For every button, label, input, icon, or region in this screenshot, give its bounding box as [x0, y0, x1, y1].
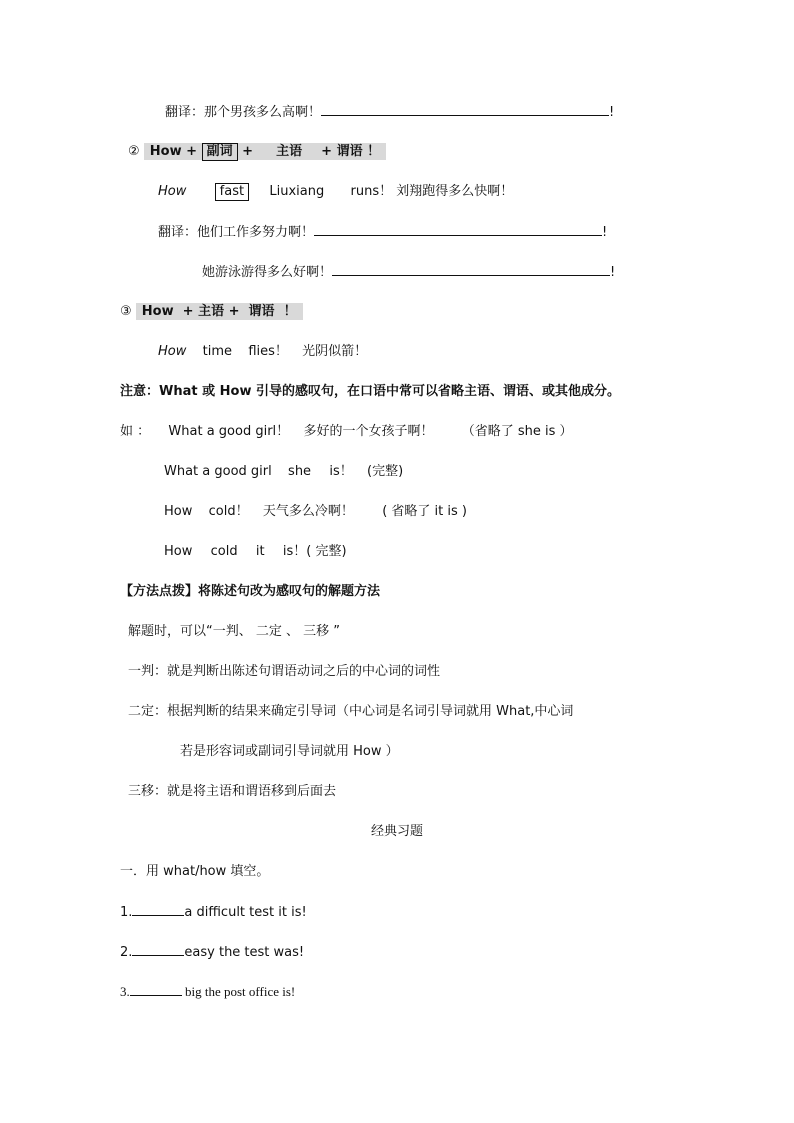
example-how: How	[158, 184, 187, 199]
question-text: easy the test was!	[184, 945, 305, 960]
pattern-2	[128, 142, 386, 162]
answer-blank[interactable]	[332, 262, 610, 276]
example-row-2	[164, 462, 403, 482]
formula-predicate: + 谓语 ！	[321, 144, 381, 159]
question-number: 1.	[120, 905, 133, 920]
method-step-2: 二定：根据判断的结果来确定引导词（中心词是名词引导词就用 What,中心词	[128, 704, 574, 719]
question-text: a difficult test it is!	[184, 905, 307, 920]
question-number: 2.	[120, 945, 133, 960]
intro-sentence: 那个男孩多么高啊！	[204, 105, 322, 120]
method-step-1: 一判：就是判断出陈述句谓语动词之后的中心词的词性	[128, 664, 441, 679]
intro-line	[165, 102, 614, 123]
exercise-question-1	[120, 902, 307, 923]
translate-line-1	[158, 222, 607, 243]
example-2	[158, 182, 513, 202]
translate-label: 翻译：	[165, 105, 205, 120]
translate-label: 翻译：	[158, 225, 198, 240]
exercises-title: 经典习题	[370, 824, 423, 839]
pattern-number: ③	[120, 304, 132, 319]
example-how: How	[164, 544, 193, 559]
translate-sentence-1: 他们工作多努力啊！	[197, 225, 315, 240]
method-title: 【方法点拨】将陈述句改为感叹句的解题方法	[120, 584, 381, 599]
example-how: How	[164, 504, 193, 519]
note: 注意：What 或 How 引导的感叹句，在口语中常可以省略主语、谓语、或其他成分。	[120, 384, 620, 399]
answer-blank[interactable]	[132, 902, 184, 916]
pattern-3	[120, 302, 303, 322]
method-intro: 解题时，可以“一判、 二定 、 三移 ”	[128, 624, 340, 639]
example-it: it	[255, 544, 265, 559]
example-note: （省略了 she is ）	[461, 424, 573, 439]
example-fast: fast	[215, 183, 249, 201]
question-number: 3.	[120, 984, 130, 999]
example-she: she	[288, 464, 312, 479]
example-runs: runs！	[350, 184, 393, 199]
example-time: time	[202, 344, 233, 359]
example-row-1	[120, 422, 573, 442]
exercise-question-3	[120, 982, 295, 1002]
formula-subject: 主语	[276, 144, 303, 159]
example-liuxiang: Liuxiang	[269, 184, 325, 199]
pattern-formula: How + 主语 + 谓语 ！	[136, 303, 303, 320]
example-is: is！( 完整)	[282, 544, 347, 559]
formula-plus: +	[242, 144, 254, 159]
method-step-3: 三移：就是将主语和谓语移到后面去	[128, 784, 337, 799]
example-cn: 多好的一个女孩子啊！	[303, 424, 434, 439]
example-cn: 天气多么冷啊！	[262, 504, 354, 519]
example-3	[158, 342, 367, 362]
example-cn: 光阴似箭！	[302, 344, 368, 359]
formula-adverb: 副词	[202, 143, 238, 161]
exercise-section-1: 一．用 what/how 填空。	[120, 864, 270, 879]
translate-sentence-2: 她游泳游得多么好啊！	[202, 265, 333, 280]
end-mark: !	[602, 225, 608, 240]
question-text: big the post office is!	[181, 984, 296, 999]
example-en: What a good girl	[164, 464, 272, 479]
example-flies: flies！	[248, 344, 288, 359]
example-row-3	[164, 502, 467, 522]
example-is: is！	[329, 464, 353, 479]
ru-label: 如 ：	[120, 424, 151, 439]
example-cold: cold	[210, 544, 238, 559]
pattern-number: ②	[128, 144, 140, 159]
formula-how: How +	[149, 144, 198, 159]
answer-blank[interactable]	[314, 222, 602, 236]
example-row-4	[164, 542, 347, 562]
example-en: What a good girl！	[168, 424, 290, 439]
end-mark: !	[610, 265, 616, 280]
answer-blank[interactable]	[321, 102, 609, 116]
example-note: (完整)	[367, 464, 404, 479]
exercise-question-2	[120, 942, 304, 963]
pattern-formula	[144, 143, 386, 160]
example-cn: 刘翔跑得多么快啊！	[396, 184, 514, 199]
translate-line-2	[202, 262, 615, 283]
example-note: ( 省略了 it is )	[382, 504, 467, 519]
answer-blank[interactable]	[130, 982, 182, 996]
example-how: How	[158, 344, 187, 359]
answer-blank[interactable]	[132, 942, 184, 956]
end-mark: !	[609, 105, 615, 120]
method-step-2-cont: 若是形容词或副词引导词就用 How ）	[180, 744, 399, 759]
example-cold: cold！	[208, 504, 249, 519]
